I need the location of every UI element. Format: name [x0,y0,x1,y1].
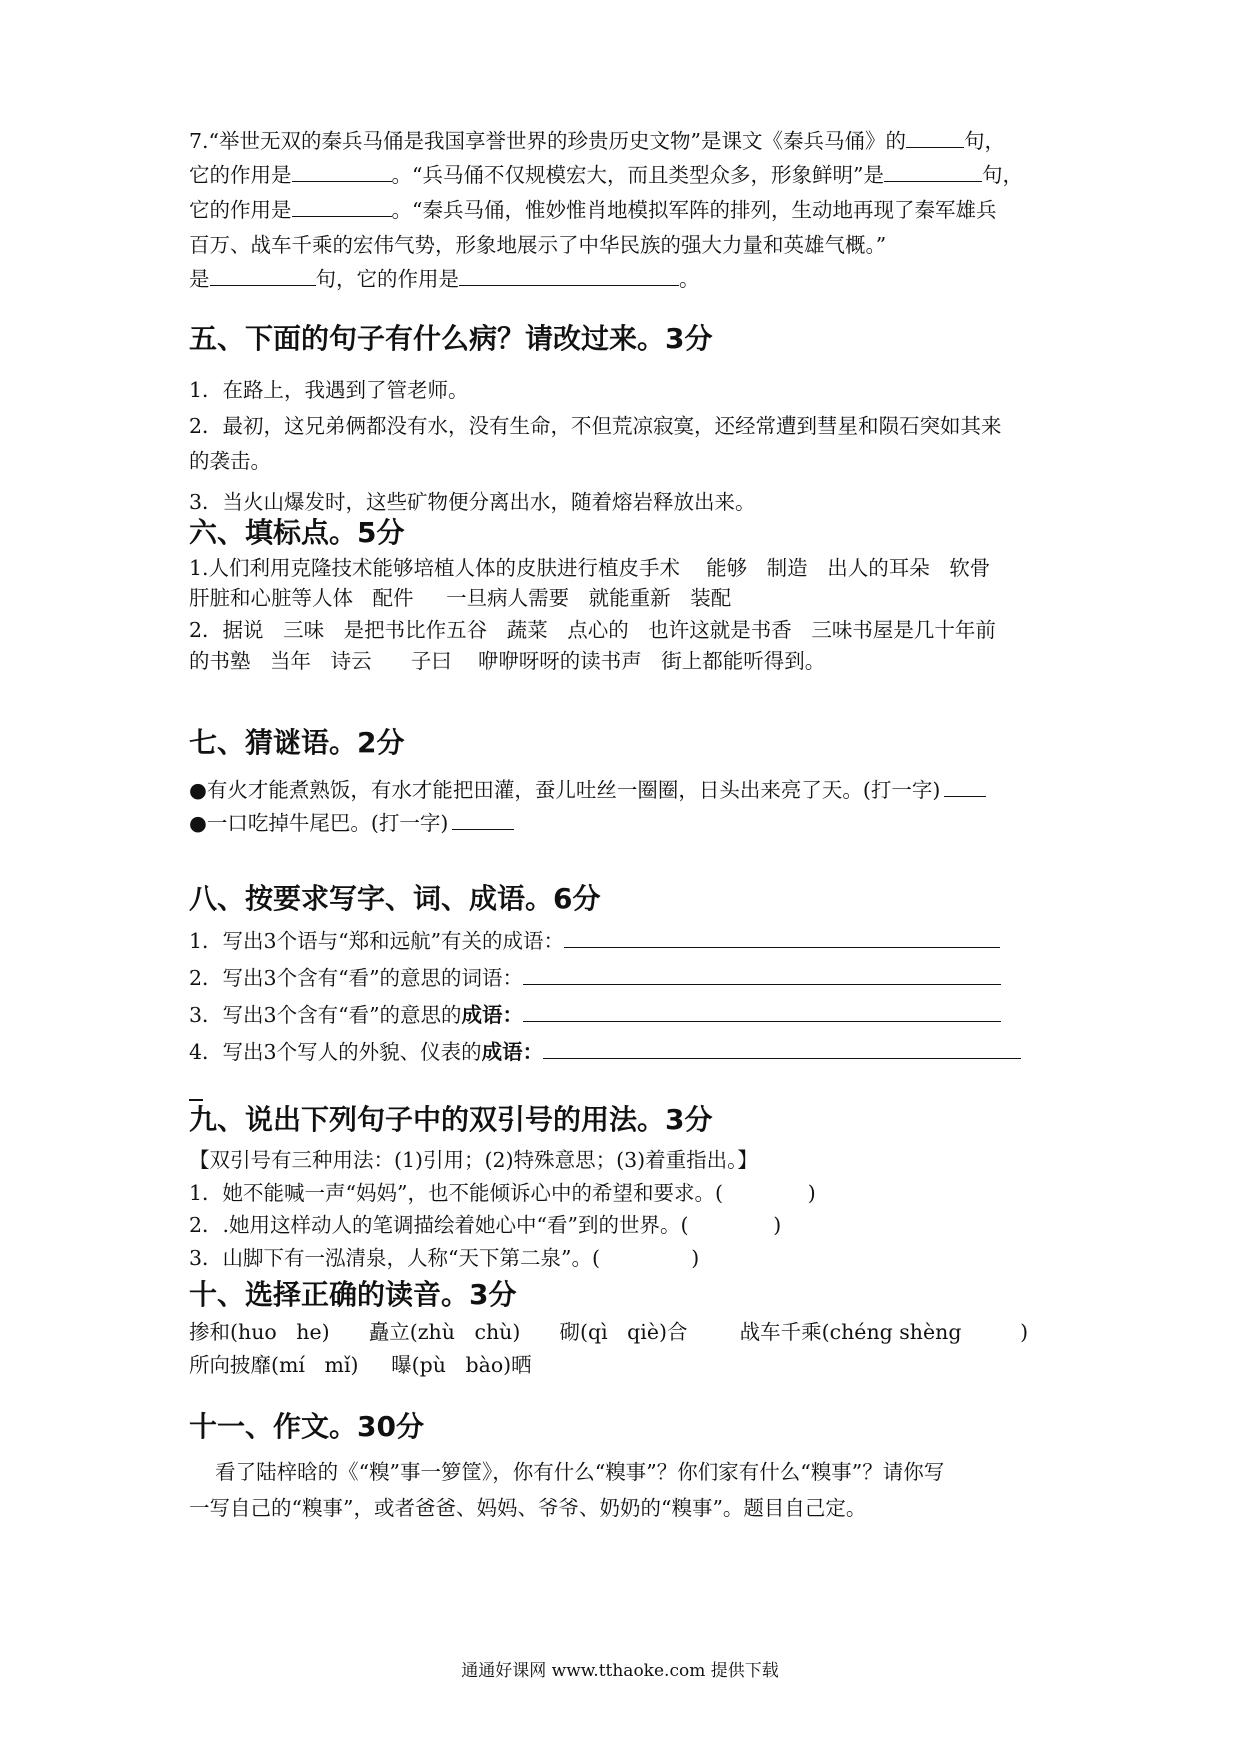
q7-line-1 [189,126,1005,156]
q7-text: 。“秦兵马俑，惟妙惟肖地模拟军阵的排列，生动地再现了秦军雄兵 [391,198,997,222]
answer-line[interactable] [523,964,1001,985]
item-text: ： [502,1003,524,1027]
riddle-text: ●有火才能煮熟饭，有水才能把田灌，蚕儿吐丝一圈圈，日头出来亮了天。(打一字) [189,778,941,802]
section-7-title: 七、猜谜语。2分 [189,726,405,759]
q7-text: 它的作用是 [189,198,292,222]
q7-line-2 [189,160,1023,190]
q7-line-3 [189,195,996,225]
q7-line-5 [189,264,700,294]
answer-line[interactable] [564,927,1000,948]
section-6-title: 六、填标点。5分 [189,516,405,549]
section-11-title: 十一、作文。30分 [189,1410,424,1443]
section-8-title: 八、按要求写字、词、成语。6分 [189,882,601,915]
s9-item-1: 1．她不能喊一声“妈妈”，也不能倾诉心中的希望和要求。( ) [189,1181,816,1205]
item-text-bold: 成语 [461,1003,503,1027]
section-5-title: 五、下面的句子有什么病？请改过来。3分 [189,322,713,355]
section-9-title: 九、说出下列句子中的双引号的用法。3分 [189,1103,713,1136]
item-text: 2．写出3个含有“看”的意思的词语： [189,966,524,990]
s5-item-2: 2．最初，这兄弟俩都没有水，没有生命，不但荒凉寂寞，还经常遭到彗星和陨石突如其来 [189,414,1002,438]
s6-item-2-cont: 的书塾 当年 诗云 子曰 咿咿呀呀的读书声 街上都能听得到。 [189,649,826,673]
s10-line-2: 所向披靡(mí mǐ) 曝(pù bào)晒 [189,1353,532,1377]
q7-text: 句，它的作用是 [315,267,459,291]
q7-text: 7.“举世无双的秦兵马俑是我国享誉世界的珍贵历史文物”是课文《秦兵马俑》的 [189,129,907,153]
q7-text: 。“兵马俑不仅规模宏大，而且类型众多，形象鲜明”是 [391,163,884,187]
item-text: ： [522,1040,544,1064]
s8-item-2 [189,963,1001,993]
riddle-text: ●一口吃掉牛尾巴。(打一字) [189,811,449,835]
answer-line[interactable] [523,1001,1001,1022]
item-text: 3．写出3个含有“看”的意思的 [189,1003,462,1027]
s7-riddle-1 [189,775,986,805]
answer-blank[interactable] [906,127,964,148]
item-text: 1．写出3个语与“郑和远航”有关的成语： [189,929,565,953]
answer-line[interactable] [543,1038,1021,1059]
s11-prompt: 看了陆梓晗的《“糗”事一箩筐》，你有什么“糗事”？你们家有什么“糗事”？请你写 [189,1460,945,1484]
answer-blank[interactable] [292,196,392,217]
q7-text: 是 [189,267,210,291]
q7-text: 它的作用是 [189,163,292,187]
s9-item-2: 2．.她用这样动人的笔调描绘着她心中“看”到的世界。( ) [189,1213,782,1237]
s9-note: 【双引号有三种用法：(1)引用；(2)特殊意思；(3)着重指出。】 [189,1148,758,1172]
answer-blank[interactable] [459,265,679,286]
q7-text: 。 [679,267,700,291]
item-text: 4．写出3个写人的外貌、仪表的 [189,1040,482,1064]
s5-item-2-cont: 的袭击。 [189,449,271,473]
answer-blank[interactable] [210,265,316,286]
item-text-bold: 成语 [481,1040,523,1064]
answer-blank[interactable] [452,809,514,830]
answer-blank[interactable] [292,161,392,182]
s8-item-1 [189,926,1000,956]
answer-blank[interactable] [944,776,986,797]
s8-item-3 [189,1000,1001,1030]
s6-item-2: 2．据说 三味 是把书比作五谷 蔬菜 点心的 也许这就是书香 三味书屋是几十年前 [189,618,996,642]
s6-item-1-cont: 肝脏和心脏等人体 配件 一旦病人需要 就能重新 装配 [189,586,732,610]
s5-item-1: 1．在路上，我遇到了管老师。 [189,378,469,402]
s5-item-3: 3．当火山爆发时，这些矿物便分离出水，随着熔岩释放出来。 [189,490,756,514]
q7-text: 句， [981,163,1023,187]
q7-text: 句， [964,129,1006,153]
s7-riddle-2 [189,808,514,838]
s6-item-1: 1.人们利用克隆技术能够培植人体的皮肤进行植皮手术 能够 制造 出人的耳朵 软骨 [189,556,991,580]
s9-item-3: 3．山脚下有一泓清泉，人称“天下第二泉”。( ) [189,1246,700,1270]
s10-line-1: 掺和(huo he) 矗立(zhù chù) 砌(qì qiè)合 战车千乘(chéng shèng ) [189,1320,1029,1344]
s8-item-4 [189,1037,1021,1067]
section-10-title: 十、选择正确的读音。3分 [189,1278,517,1311]
answer-blank[interactable] [884,161,982,182]
s11-prompt-cont: 一写自己的“糗事”，或者爸爸、妈妈、爷爷、奶奶的“糗事”。题目自己定。 [189,1496,867,1520]
footer-credit: 通通好课网 www.tthaoke.com 提供下载 [461,1661,779,1681]
q7-line-4: 百万、战车千乘的宏伟气势，形象地展示了中华民族的强大力量和英雄气概。” [189,233,887,257]
